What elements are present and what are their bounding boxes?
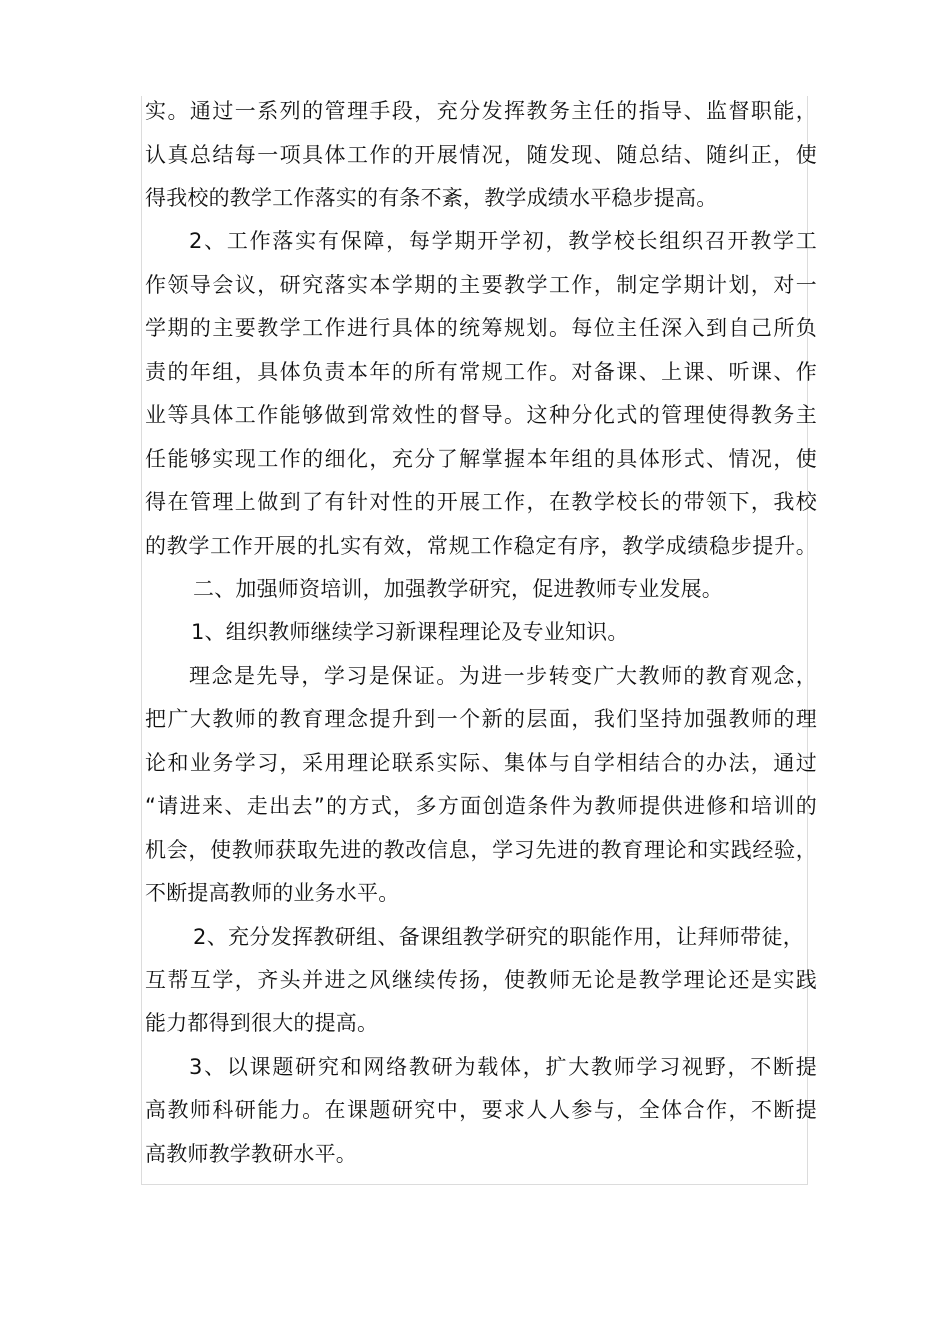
text-line: 把广大教师的教育理念提升到一个新的层面，我们坚持加强教师的理	[145, 707, 817, 731]
text-line: 高教师科研能力。在课题研究中，要求人人参与，全体合作，不断提	[145, 1098, 817, 1122]
text-line: 学期的主要教学工作进行具体的统筹规划。每位主任深入到自己所负	[145, 316, 817, 340]
subsection-heading-2: 2、充分发挥教研组、备课组教学研究的职能作用，让拜师带徒，	[193, 925, 804, 949]
text-line: 责的年组，具体负责本年的所有常规工作。对备课、上课、听课、作	[145, 360, 817, 384]
paragraph-heading-2: 2、工作落实有保障，每学期开学初，教学校长组织召开教学工	[189, 229, 817, 253]
text-line: 机会，使教师获取先进的教改信息，学习先进的教育理论和实践经验，	[145, 838, 817, 862]
text-line: 任能够实现工作的细化，充分了解掌握本年组的具体形式、情况，使	[145, 447, 817, 471]
text-line: “请进来、走出去”的方式，多方面创造条件为教师提供进修和培训的	[145, 794, 817, 818]
text-line: 得在管理上做到了有针对性的开展工作，在教学校长的带领下，我校	[145, 490, 817, 514]
text-line: 认真总结每一项具体工作的开展情况，随发现、随总结、随纠正，使	[145, 143, 817, 167]
text-line: 高教师教学教研水平。	[145, 1142, 357, 1166]
subsection-heading-1: 1、组织教师继续学习新课程理论及专业知识。	[191, 620, 629, 644]
text-line: 业等具体工作能够做到常效性的督导。这种分化式的管理使得教务主	[145, 403, 817, 427]
text-line: 实。通过一系列的管理手段，充分发挥教务主任的指导、监督职能，	[145, 99, 817, 123]
text-line: 的教学工作开展的扎实有效，常规工作稳定有序，教学成绩稳步提升。	[145, 534, 817, 558]
text-line: 互帮互学，齐头并进之风继续传扬，使教师无论是教学理论还是实践	[145, 968, 817, 992]
subsection-heading-3: 3、以课题研究和网络教研为载体，扩大教师学习视野，不断提	[189, 1055, 817, 1079]
text-line: 能力都得到很大的提高。	[145, 1011, 379, 1035]
text-line: 论和业务学习，采用理论联系实际、集体与自学相结合的办法，通过	[145, 751, 817, 775]
text-line: 理念是先导，学习是保证。为进一步转变广大教师的教育观念，	[189, 664, 817, 688]
text-line: 不断提高教师的业务水平。	[145, 881, 400, 905]
text-line: 作领导会议，研究落实本学期的主要教学工作，制定学期计划，对一	[145, 273, 817, 297]
text-line: 得我校的教学工作落实的有条不紊，教学成绩水平稳步提高。	[145, 186, 718, 210]
section-heading: 二、加强师资培训，加强教学研究，促进教师专业发展。	[193, 577, 723, 601]
